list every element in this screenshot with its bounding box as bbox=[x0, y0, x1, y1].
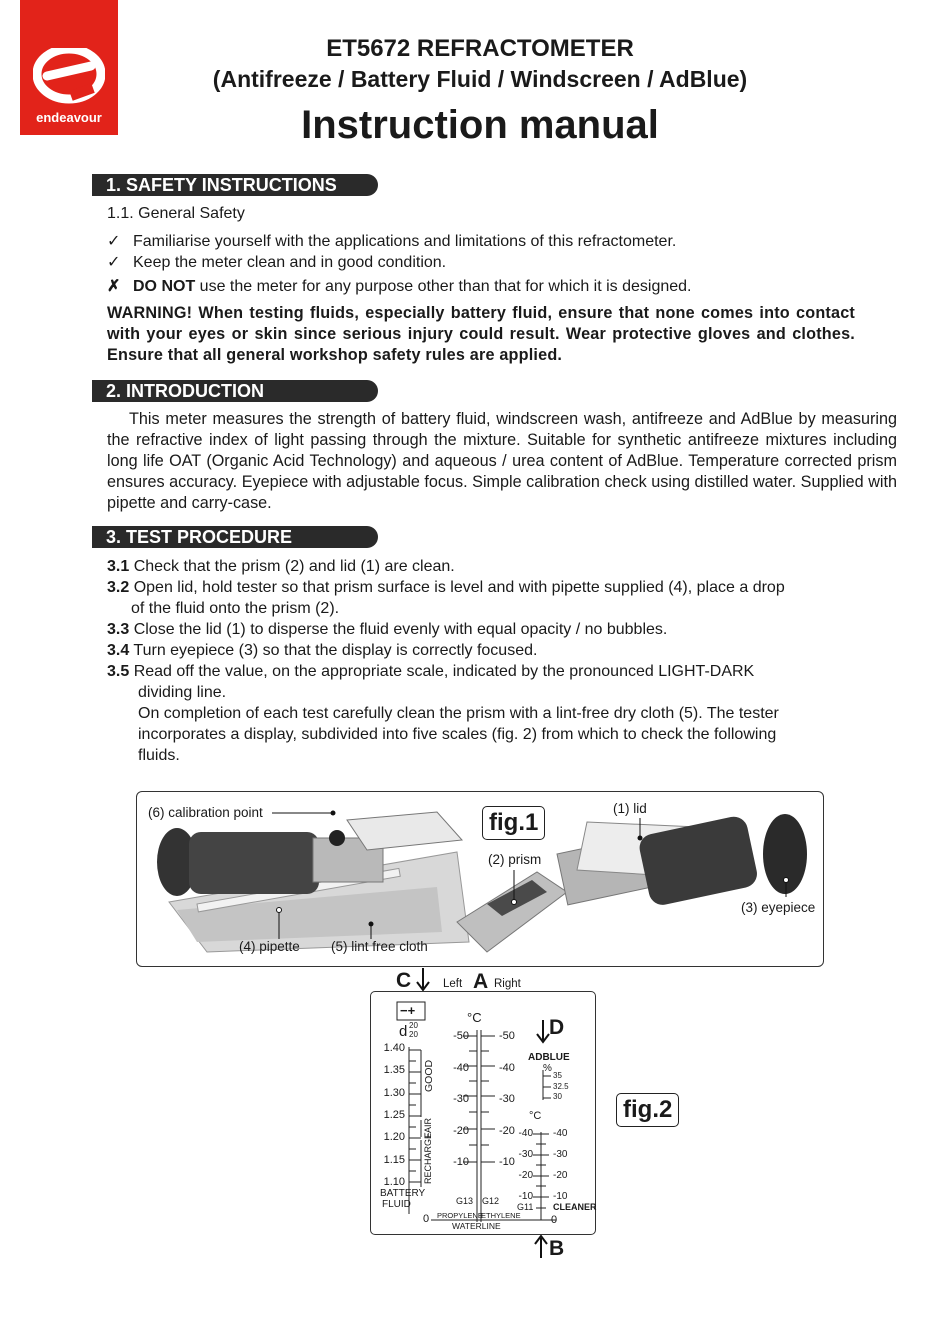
battery-tick-label: 1.25 bbox=[383, 1108, 405, 1121]
waterline-label: WATERLINE bbox=[452, 1221, 501, 1231]
safety-item-2-text: Keep the meter clean and in good condition. bbox=[133, 254, 447, 271]
pipette-label: (4) pipette bbox=[239, 939, 300, 954]
g11-label: G11 bbox=[517, 1202, 534, 1212]
cleaner-label: CLEANER bbox=[553, 1202, 597, 1212]
scale-label-b: B bbox=[549, 1237, 565, 1260]
figure-2-scale-display bbox=[370, 991, 596, 1235]
adblue-tick-label: 30 bbox=[553, 1092, 562, 1101]
cleaner-right-tick-label: -30 bbox=[553, 1149, 568, 1160]
battery-fluid-label-2: FLUID bbox=[382, 1199, 411, 1210]
recharge-zone-label: RECHARGE bbox=[423, 1132, 433, 1184]
safety-subheading: 1.1. General Safety bbox=[107, 205, 245, 222]
safety-item-3 bbox=[107, 276, 692, 297]
density-sub: 20 bbox=[409, 1030, 418, 1039]
scale-label-a: A bbox=[473, 970, 489, 993]
left-label: Left bbox=[443, 978, 463, 990]
safety-item-3-bold: DO NOT bbox=[133, 278, 196, 295]
ethylene-tick-label: -30 bbox=[499, 1093, 515, 1105]
lint-free-cloth-label: (5) lint free cloth bbox=[331, 939, 428, 954]
cleaner-left-tick-label: -20 bbox=[518, 1170, 533, 1181]
figure-1-refractometer bbox=[136, 791, 824, 967]
density-symbol: d bbox=[399, 1023, 408, 1040]
g13-label: G13 bbox=[456, 1196, 474, 1206]
cleaner-right-tick-label: -10 bbox=[553, 1191, 568, 1202]
battery-tick-label: 1.10 bbox=[383, 1175, 405, 1188]
arrow-up-b-icon bbox=[531, 1232, 551, 1260]
step-3-3: 3.3 Close the lid (1) to disperse the fluid evenly with equal opacity / no bubbles. bbox=[107, 621, 668, 638]
good-zone-label: GOOD bbox=[423, 1059, 435, 1092]
propylene-tick-label: -30 bbox=[453, 1093, 469, 1105]
scale-label-d: D bbox=[549, 1016, 565, 1039]
adblue-percent-label: % bbox=[543, 1063, 552, 1074]
ethylene-tick-label: -20 bbox=[499, 1124, 515, 1137]
step-3-5-note-3: fluids. bbox=[138, 747, 180, 764]
propylene-tick-label: -40 bbox=[453, 1061, 469, 1074]
ethylene-tick-label: -10 bbox=[499, 1156, 515, 1168]
scale-label-c: C bbox=[396, 969, 412, 992]
step-3-2: 3.2 Open lid, hold tester so that prism surface is level and with pipette supplied (4), place a drop bbox=[107, 579, 785, 596]
prism-label: (2) prism bbox=[488, 852, 542, 867]
ethylene-tick-label: -40 bbox=[499, 1061, 515, 1074]
propylene-tick-label: -20 bbox=[453, 1124, 469, 1137]
battery-tick-label: 1.30 bbox=[383, 1086, 405, 1099]
arrow-down-c-icon bbox=[413, 966, 433, 994]
section-heading-introduction: 2. INTRODUCTION bbox=[92, 380, 378, 402]
manual-title: Instruction manual bbox=[301, 103, 659, 147]
introduction-text: This meter measures the strength of battery fluid, windscreen wash, antifreeze and AdBlue by measuring the refractive index of light passing through the mixture. Suitable for synthetic antifreeze mixtures including long life OAT (Organic Acid Technology) and aqueous / urea content of AdBlue. Temperature corrected prism ensures accuracy. Eyepiece with adjustable focus. Simple calibration check using distilled water. Supplied with pipette and carry-case. bbox=[107, 410, 897, 512]
logo-brand-text: endeavour bbox=[36, 110, 102, 125]
propylene-tick-label: -50 bbox=[453, 1030, 469, 1042]
battery-tick-label: 1.40 bbox=[383, 1042, 405, 1054]
battery-tick-label: 1.15 bbox=[383, 1153, 405, 1166]
fig1-tag: fig.1 bbox=[482, 806, 545, 840]
battery-zero-label: 0 bbox=[423, 1213, 430, 1225]
adblue-tick-label: 32.5 bbox=[553, 1081, 569, 1091]
step-3-4: 3.4 Turn eyepiece (3) so that the display is correctly focused. bbox=[107, 642, 538, 659]
fig2-tag: fig.2 bbox=[616, 1093, 679, 1127]
propylene-label: PROPYLENE bbox=[437, 1211, 483, 1220]
density-sup: 20 bbox=[409, 1021, 418, 1030]
step-3-2-cont: of the fluid onto the prism (2). bbox=[131, 600, 340, 617]
adblue-tick-label: 35 bbox=[553, 1071, 562, 1080]
section-heading-procedure: 3. TEST PROCEDURE bbox=[92, 526, 378, 548]
safety-warning: WARNING! When testing fluids, especially battery fluid, ensure that none comes into contact with your eyes or skin since serious injury could result. Wear protective gloves and clothes. Ensure that all general workshop safety rules are applied. bbox=[107, 304, 855, 364]
eyepiece-label: (3) eyepiece bbox=[741, 900, 816, 915]
cleaner-left-tick-label: -10 bbox=[518, 1191, 533, 1202]
cleaner-left-tick-label: -30 bbox=[518, 1149, 533, 1160]
lid-label: (1) lid bbox=[613, 801, 647, 816]
battery-tick-label: 1.35 bbox=[383, 1064, 405, 1077]
cross-icon: ✗ bbox=[107, 278, 121, 295]
section-heading-safety: 1. SAFETY INSTRUCTIONS bbox=[92, 174, 378, 196]
adblue-label: ADBLUE bbox=[528, 1052, 570, 1063]
step-3-5-note-1: On completion of each test carefully clean the prism with a lint-free dry cloth (5). The tester bbox=[138, 705, 779, 722]
ethylene-tick-label: -50 bbox=[499, 1030, 515, 1042]
plus-minus-sign: −+ bbox=[400, 1003, 416, 1018]
cleaner-right-tick-label: -20 bbox=[553, 1170, 568, 1181]
calibration-point-label: (6) calibration point bbox=[148, 805, 263, 820]
check-icon: ✓ bbox=[107, 233, 121, 250]
propylene-tick-label: -10 bbox=[453, 1156, 469, 1168]
g12-label: G12 bbox=[482, 1196, 500, 1206]
cleaner-zero-label: 0 bbox=[551, 1214, 558, 1226]
cleaner-left-tick-label: -40 bbox=[518, 1128, 533, 1139]
right-label: Right bbox=[494, 978, 521, 990]
check-icon: ✓ bbox=[107, 254, 121, 271]
step-3-5-cont: dividing line. bbox=[138, 684, 227, 701]
safety-item-1 bbox=[107, 231, 676, 252]
fair-zone-label: FAIR bbox=[423, 1117, 433, 1138]
safety-item-1-text: Familiarise yourself with the applications and limitations of this refractometer. bbox=[133, 233, 677, 250]
ethylene-label: ETHYLENE bbox=[481, 1211, 521, 1220]
cleaner-celsius-label: °C bbox=[529, 1110, 542, 1122]
safety-item-3-text: use the meter for any purpose other than that for which it is designed. bbox=[195, 278, 692, 295]
cleaner-right-tick-label: -40 bbox=[553, 1128, 568, 1139]
step-3-5: 3.5 Read off the value, on the appropriate scale, indicated by the pronounced LIGHT-DARK bbox=[107, 663, 755, 680]
product-subtitle: (Antifreeze / Battery Fluid / Windscreen / AdBlue) bbox=[212, 66, 748, 92]
safety-item-2 bbox=[107, 252, 446, 273]
battery-tick-label: 1.20 bbox=[383, 1131, 405, 1144]
step-3-1: 3.1 Check that the prism (2) and lid (1) are clean. bbox=[107, 558, 455, 575]
battery-fluid-label-1: BATTERY bbox=[380, 1188, 426, 1199]
celsius-label: °C bbox=[467, 1010, 482, 1025]
product-title: ET5672 REFRACTOMETER bbox=[326, 35, 634, 62]
step-3-5-note-2: incorporates a display, subdivided into five scales (fig. 2) from which to check the following bbox=[138, 726, 777, 743]
